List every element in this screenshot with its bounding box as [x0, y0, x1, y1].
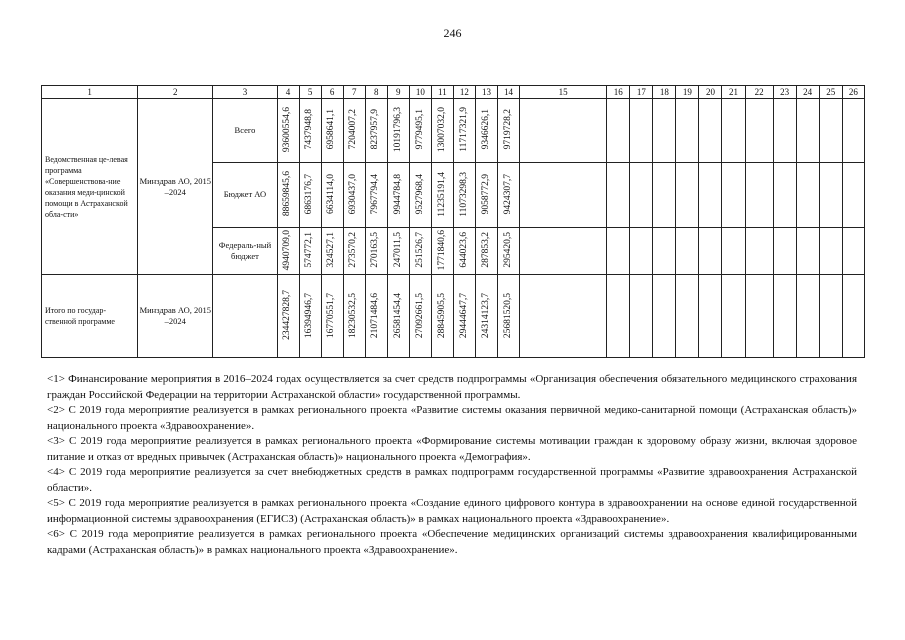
value-cell	[343, 275, 365, 358]
empty-cell	[630, 275, 653, 358]
value-text: 27092661,5	[414, 292, 425, 338]
column-number-cell: 5	[299, 86, 321, 99]
empty-cell	[630, 228, 653, 275]
value-cell	[321, 162, 343, 227]
footnote: <1> Финансирование мероприятия в 2016–2024 годах осуществляется за счет средств подпрограммы «Организация обеспечения обязательного медицинского страхования граждан Российской Федерации на территории Астраханской области» государственной программы.	[47, 373, 857, 401]
total-name-cell: Итого по государ-ственной программе	[42, 275, 138, 358]
empty-cell	[819, 162, 842, 227]
value-text: 9779495,1	[414, 109, 425, 150]
value-text: 10191796,3	[392, 106, 403, 153]
value-text: 8237957,9	[370, 109, 381, 150]
empty-cell	[607, 99, 630, 162]
column-number-cell: 22	[745, 86, 773, 99]
value-text: 7204007,2	[348, 109, 359, 150]
column-number-cell: 17	[630, 86, 653, 99]
value-text: 26581454,4	[392, 292, 403, 338]
value-cell	[453, 228, 475, 275]
program-name-cell: Ведомственная це-левая программа «Совершенствова-ние оказания меди-цинской помощи в Астраханской обла-сти»	[42, 99, 138, 275]
value-cell	[498, 162, 520, 227]
value-text: 88659845,6	[282, 171, 293, 217]
value-text: 6863176,7	[304, 173, 315, 215]
value-text: 1771840,6	[436, 229, 447, 271]
value-cell	[277, 275, 299, 358]
value-cell	[321, 275, 343, 358]
column-number-cell: 6	[321, 86, 343, 99]
empty-cell	[745, 162, 773, 227]
value-text: 9944784,8	[392, 173, 403, 215]
column-number-cell: 20	[699, 86, 722, 99]
column-number-cell: 24	[796, 86, 819, 99]
value-text: 273570,2	[348, 232, 359, 268]
funding-source-cell: Бюджет АО	[213, 162, 277, 227]
value-text: 9346626,1	[480, 109, 491, 150]
value-cell	[365, 228, 387, 275]
column-number-cell: 3	[213, 86, 277, 99]
empty-cell	[676, 162, 699, 227]
column-number-cell: 23	[773, 86, 796, 99]
value-text: 6958641,1	[326, 109, 337, 150]
empty-cell	[653, 162, 676, 227]
footnote: <3> С 2019 года мероприятие реализуется в рамках регионального проекта «Формирование системы мотивации граждан к здоровому образу жизни, включая здоровое питание и отказ от вредных привычек (Астраханская область)» национального проекта «Демография».	[47, 435, 857, 463]
empty-cell	[842, 275, 864, 358]
value-cell	[475, 275, 497, 358]
value-text: 9058772,9	[480, 173, 491, 215]
column-number-cell: 26	[842, 86, 864, 99]
column-number-cell: 19	[676, 86, 699, 99]
value-cell	[409, 275, 431, 358]
value-text: 16770551,7	[326, 292, 337, 338]
value-text: 29444647,7	[458, 292, 469, 338]
empty-cell	[745, 99, 773, 162]
value-text: 28845905,5	[436, 292, 447, 338]
value-cell	[277, 162, 299, 227]
empty-cell	[773, 275, 796, 358]
column-number-cell: 12	[453, 86, 475, 99]
footnote: <6> С 2019 года мероприятие реализуется в рамках регионального проекта «Обеспечение медицинских организаций системы здравоохранения квалифицированными кадрами (Астраханская область)» в рамках национального проекта «Здравоохранение».	[47, 528, 857, 556]
value-text: 6634114,0	[326, 173, 337, 214]
column-number-cell: 15	[520, 86, 607, 99]
empty-cell	[630, 162, 653, 227]
column-number-cell: 13	[475, 86, 497, 99]
value-cell	[343, 162, 365, 227]
value-text: 644023,6	[458, 232, 469, 268]
program-executor-cell: Минздрав АО, 2015 –2024	[138, 99, 213, 275]
column-number-cell: 11	[431, 86, 453, 99]
value-text: 13007032,0	[436, 106, 447, 153]
value-text: 6930437,0	[348, 173, 359, 215]
value-cell	[409, 99, 431, 162]
value-cell	[431, 275, 453, 358]
column-number-cell: 18	[653, 86, 676, 99]
value-text: 234427828,7	[282, 290, 293, 340]
value-text: 21071484,6	[370, 292, 381, 338]
value-cell	[453, 162, 475, 227]
column-number-cell: 2	[138, 86, 213, 99]
empty-cell	[699, 162, 722, 227]
empty-cell	[520, 99, 607, 162]
column-number-cell: 21	[722, 86, 745, 99]
value-cell	[299, 275, 321, 358]
value-cell	[453, 275, 475, 358]
value-text: 7437948,8	[304, 109, 315, 150]
value-cell	[387, 228, 409, 275]
budget-table	[41, 85, 865, 358]
value-cell	[475, 228, 497, 275]
empty-cell	[520, 162, 607, 227]
empty-cell	[773, 228, 796, 275]
empty-cell	[745, 228, 773, 275]
value-cell	[299, 228, 321, 275]
empty-cell	[699, 275, 722, 358]
page-number: 246	[443, 26, 462, 40]
value-text: 16394946,7	[304, 292, 315, 338]
value-cell	[299, 99, 321, 162]
value-cell	[387, 275, 409, 358]
total-executor-cell: Минздрав АО, 2015 –2024	[138, 275, 213, 358]
column-number-cell: 10	[409, 86, 431, 99]
empty-cell	[796, 162, 819, 227]
value-text: 25681520,5	[502, 292, 513, 338]
empty-cell	[842, 99, 864, 162]
table-row-total	[42, 275, 865, 358]
value-text: 251526,7	[414, 232, 425, 268]
footnote: <5> С 2019 года мероприятие реализуется в рамках регионального проекта «Создание единого цифрового контура в здравоохранении на основе единой государственной информационной системы здравоохранения (ЕГИСЗ) (Астраханская область)» в рамках национального проекта «Здравоохранение».	[47, 497, 857, 525]
empty-cell	[676, 228, 699, 275]
value-cell	[431, 99, 453, 162]
empty-cell	[842, 228, 864, 275]
empty-cell	[819, 228, 842, 275]
value-cell	[387, 99, 409, 162]
empty-cell	[722, 228, 745, 275]
empty-cell	[842, 162, 864, 227]
empty-cell	[699, 99, 722, 162]
column-number-cell: 4	[277, 86, 299, 99]
value-text: 270163,5	[370, 232, 381, 268]
value-text: 4940709,0	[282, 229, 293, 271]
empty-cell	[676, 99, 699, 162]
value-cell	[498, 228, 520, 275]
value-text: 9527968,4	[414, 173, 425, 215]
value-cell	[343, 99, 365, 162]
empty-cell	[745, 275, 773, 358]
value-cell	[343, 228, 365, 275]
empty-cell	[796, 228, 819, 275]
empty-cell	[796, 275, 819, 358]
value-cell	[277, 228, 299, 275]
value-text: 11235191,4	[436, 171, 447, 217]
column-number-cell: 8	[365, 86, 387, 99]
empty-cell	[722, 99, 745, 162]
empty-cell	[796, 99, 819, 162]
empty-cell	[773, 99, 796, 162]
value-cell	[365, 275, 387, 358]
value-text: 287853,2	[480, 232, 491, 268]
column-number-cell: 7	[343, 86, 365, 99]
footnote: <4> С 2019 года мероприятие реализуется за счет внебюджетных средств в рамках подпрограмм государственной программы «Развитие здравоохранения Астраханской области».	[47, 466, 857, 494]
value-cell	[321, 228, 343, 275]
value-cell	[498, 275, 520, 358]
empty-cell	[607, 275, 630, 358]
empty-cell	[520, 228, 607, 275]
value-cell	[431, 228, 453, 275]
footnotes	[47, 372, 857, 558]
value-text: 9719728,2	[502, 109, 513, 150]
value-text: 93600554,6	[282, 106, 293, 153]
value-cell	[409, 228, 431, 275]
value-cell	[475, 162, 497, 227]
value-text: 295420,5	[502, 232, 513, 268]
value-text: 18230532,5	[348, 292, 359, 338]
value-cell	[453, 99, 475, 162]
table-row	[42, 99, 865, 162]
value-cell	[498, 99, 520, 162]
value-text: 9424307,7	[502, 173, 513, 215]
empty-cell	[676, 275, 699, 358]
funding-source-cell: Федераль-ный бюджет	[213, 228, 277, 275]
funding-source-cell: Всего	[213, 99, 277, 162]
value-text: 24314123,7	[480, 292, 491, 338]
value-text: 7967794,4	[370, 173, 381, 215]
empty-cell	[213, 275, 277, 358]
column-number-cell: 14	[498, 86, 520, 99]
value-text: 247011,5	[392, 232, 403, 268]
column-number-cell: 16	[607, 86, 630, 99]
empty-cell	[773, 162, 796, 227]
value-cell	[277, 99, 299, 162]
empty-cell	[653, 228, 676, 275]
footnote: <2> С 2019 года мероприятие реализуется в рамках регионального проекта «Развитие системы оказания первичной медико-санитарной помощи (Астраханская область)» национального проекта «Здравоохранение».	[47, 404, 857, 432]
empty-cell	[520, 275, 607, 358]
empty-cell	[607, 162, 630, 227]
value-text: 574772,1	[304, 232, 315, 268]
empty-cell	[607, 228, 630, 275]
value-text: 11717321,9	[458, 107, 469, 152]
empty-cell	[653, 99, 676, 162]
value-cell	[409, 162, 431, 227]
empty-cell	[722, 275, 745, 358]
empty-cell	[819, 99, 842, 162]
value-cell	[431, 162, 453, 227]
value-text: 11073298,3	[458, 171, 469, 217]
column-number-cell: 9	[387, 86, 409, 99]
value-cell	[387, 162, 409, 227]
empty-cell	[722, 162, 745, 227]
empty-cell	[630, 99, 653, 162]
value-cell	[321, 99, 343, 162]
value-cell	[365, 99, 387, 162]
value-cell	[365, 162, 387, 227]
empty-cell	[819, 275, 842, 358]
value-cell	[299, 162, 321, 227]
value-cell	[475, 99, 497, 162]
column-number-row	[42, 86, 865, 99]
column-number-cell: 25	[819, 86, 842, 99]
empty-cell	[699, 228, 722, 275]
empty-cell	[653, 275, 676, 358]
value-text: 324527,1	[326, 232, 337, 268]
column-number-cell: 1	[42, 86, 138, 99]
